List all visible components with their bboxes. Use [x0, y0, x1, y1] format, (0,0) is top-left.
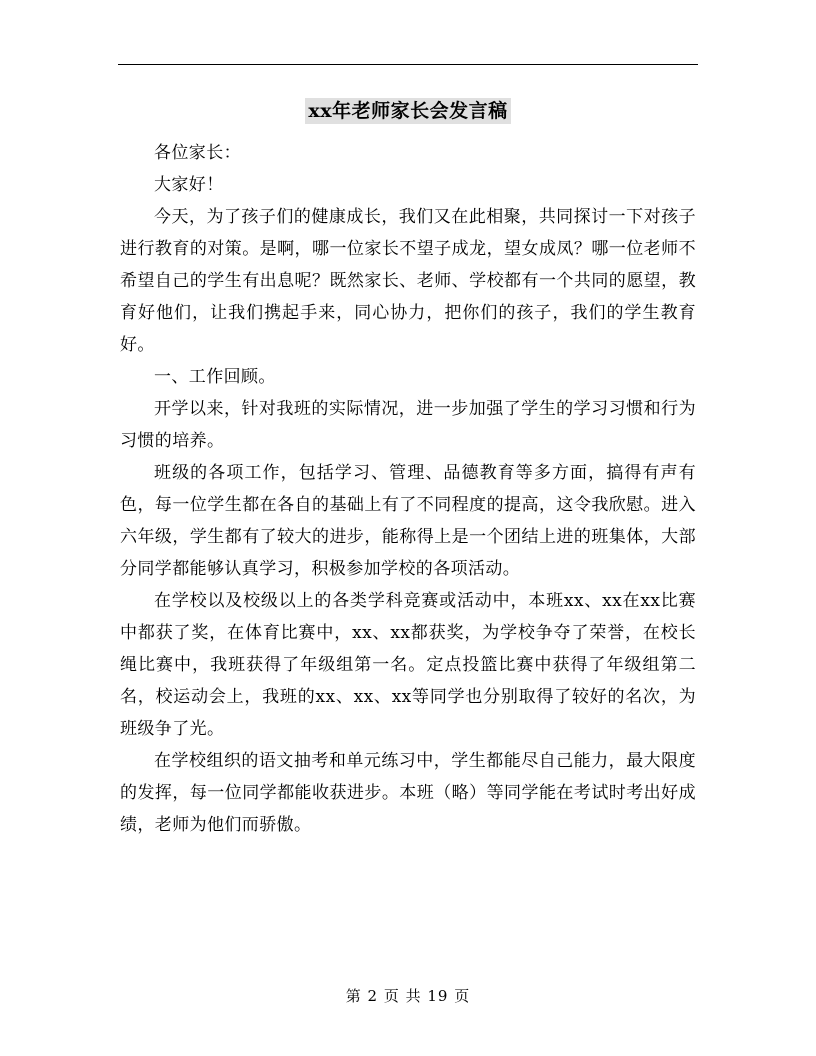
paragraph-habits: 开学以来，针对我班的实际情况，进一步加强了学生的学习习惯和行为习惯的培养。 [120, 399, 696, 451]
paragraph-competitions: 在学校以及校级以上的各类学科竞赛或活动中，本班xx、xx在xx比赛中都获了奖，在体育比赛中，xx、xx都获奖，为学校争夺了荣誉，在校长绳比赛中，我班获得了年级组第一名。定点投篮比赛中获得了年级组第二名，校运动会上，我班的xx、xx、xx等同学也分别取得了较好的名次，为班级争了光。 [120, 591, 696, 739]
document-body [120, 137, 696, 841]
paragraph-exams: 在学校组织的语文抽考和单元练习中，学生都能尽自己能力，最大限度的发挥，每一位同学都能收获进步。本班（略）等同学能在考试时考出好成绩，老师为他们而骄傲。 [120, 751, 696, 835]
intro-paragraph: 今天，为了孩子们的健康成长，我们又在此相聚，共同探讨一下对孩子进行教育的对策。是啊，哪一位家长不望子成龙，望女成凤？哪一位老师不希望自己的学生有出息呢？既然家长、老师、学校都有一个共同的愿望，教育好他们，让我们携起手来，同心协力，把你们的孩子，我们的学生教育好。 [120, 207, 696, 355]
header-rule [118, 64, 698, 65]
title-container [0, 98, 816, 124]
salutation: 各位家长： [154, 143, 241, 163]
document-title: xx年老师家长会发言稿 [305, 98, 510, 124]
greeting: 大家好！ [154, 175, 224, 195]
section-heading-work-review: 一、工作回顾。 [154, 367, 276, 387]
paragraph-class-work: 班级的各项工作，包括学习、管理、品德教育等多方面，搞得有声有色，每一位学生都在各自的基础上有了不同程度的提高，这令我欣慰。进入六年级，学生都有了较大的进步，能称得上是一个团结上进的班集体，大部分同学都能够认真学习，积极参加学校的各项活动。 [120, 463, 696, 579]
page-footer: 第 2 页 共 19 页 [345, 987, 471, 1005]
